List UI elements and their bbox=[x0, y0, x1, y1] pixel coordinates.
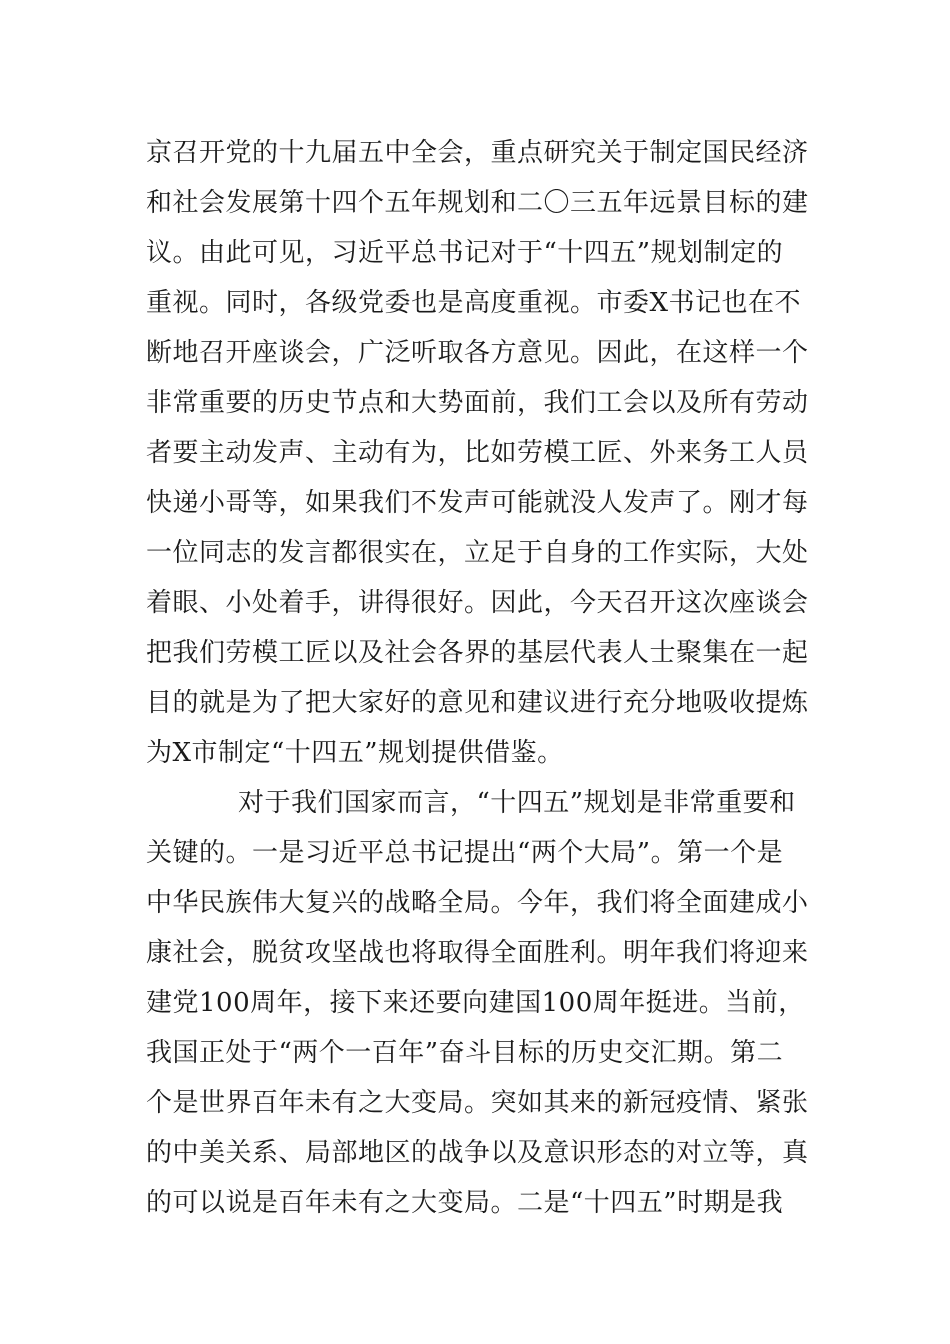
text-line-first: 对于我们国家而言，“十四五”规划是非常重要和 bbox=[238, 788, 796, 818]
text-line: 着眼、小处着手，讲得很好。因此，今天召开这次座谈会 bbox=[146, 588, 809, 618]
text-line: 我国正处于“两个一百年”奋斗目标的历史交汇期。第二 bbox=[146, 1038, 784, 1068]
body-text bbox=[146, 128, 810, 1228]
text-line: 快递小哥等，如果我们不发声可能就没人发声了。刚才每 bbox=[146, 488, 809, 518]
text-line: 重视。同时，各级党委也是高度重视。市委X书记也在不 bbox=[146, 288, 802, 318]
text-line: 和社会发展第十四个五年规划和二〇三五年远景目标的建 bbox=[146, 188, 809, 218]
text-line: 把我们劳模工匠以及社会各界的基层代表人士聚集在一起 bbox=[146, 638, 809, 668]
text-line: 个是世界百年未有之大变局。突如其来的新冠疫情、紧张 bbox=[146, 1088, 809, 1118]
text-line: 一位同志的发言都很实在，立足于自身的工作实际，大处 bbox=[146, 538, 809, 568]
paragraph-2 bbox=[146, 778, 810, 1228]
text-line: 的中美关系、局部地区的战争以及意识形态的对立等，真 bbox=[146, 1138, 809, 1168]
text-line: 议。由此可见，习近平总书记对于“十四五”规划制定的 bbox=[146, 238, 784, 268]
text-line: 康社会，脱贫攻坚战也将取得全面胜利。明年我们将迎来 bbox=[146, 938, 809, 968]
text-line: 者要主动发声、主动有为，比如劳模工匠、外来务工人员 bbox=[146, 438, 809, 468]
text-line: 目的就是为了把大家好的意见和建议进行充分地吸收提炼 bbox=[146, 688, 809, 718]
paragraph-1 bbox=[146, 128, 810, 778]
text-line: 关键的。一是习近平总书记提出“两个大局”。第一个是 bbox=[146, 838, 784, 868]
text-line: 京召开党的十九届五中全会，重点研究关于制定国民经济 bbox=[146, 138, 809, 168]
text-line: 非常重要的历史节点和大势面前，我们工会以及所有劳动 bbox=[146, 388, 809, 418]
text-line: 的可以说是百年未有之大变局。二是“十四五”时期是我 bbox=[146, 1188, 784, 1218]
text-line: 为X市制定“十四五”规划提供借鉴。 bbox=[146, 738, 564, 768]
text-line: 建党100周年，接下来还要向建国100周年挺进。当前， bbox=[146, 988, 805, 1018]
text-line: 断地召开座谈会，广泛听取各方意见。因此，在这样一个 bbox=[146, 338, 809, 368]
text-line: 中华民族伟大复兴的战略全局。今年，我们将全面建成小 bbox=[146, 888, 809, 918]
